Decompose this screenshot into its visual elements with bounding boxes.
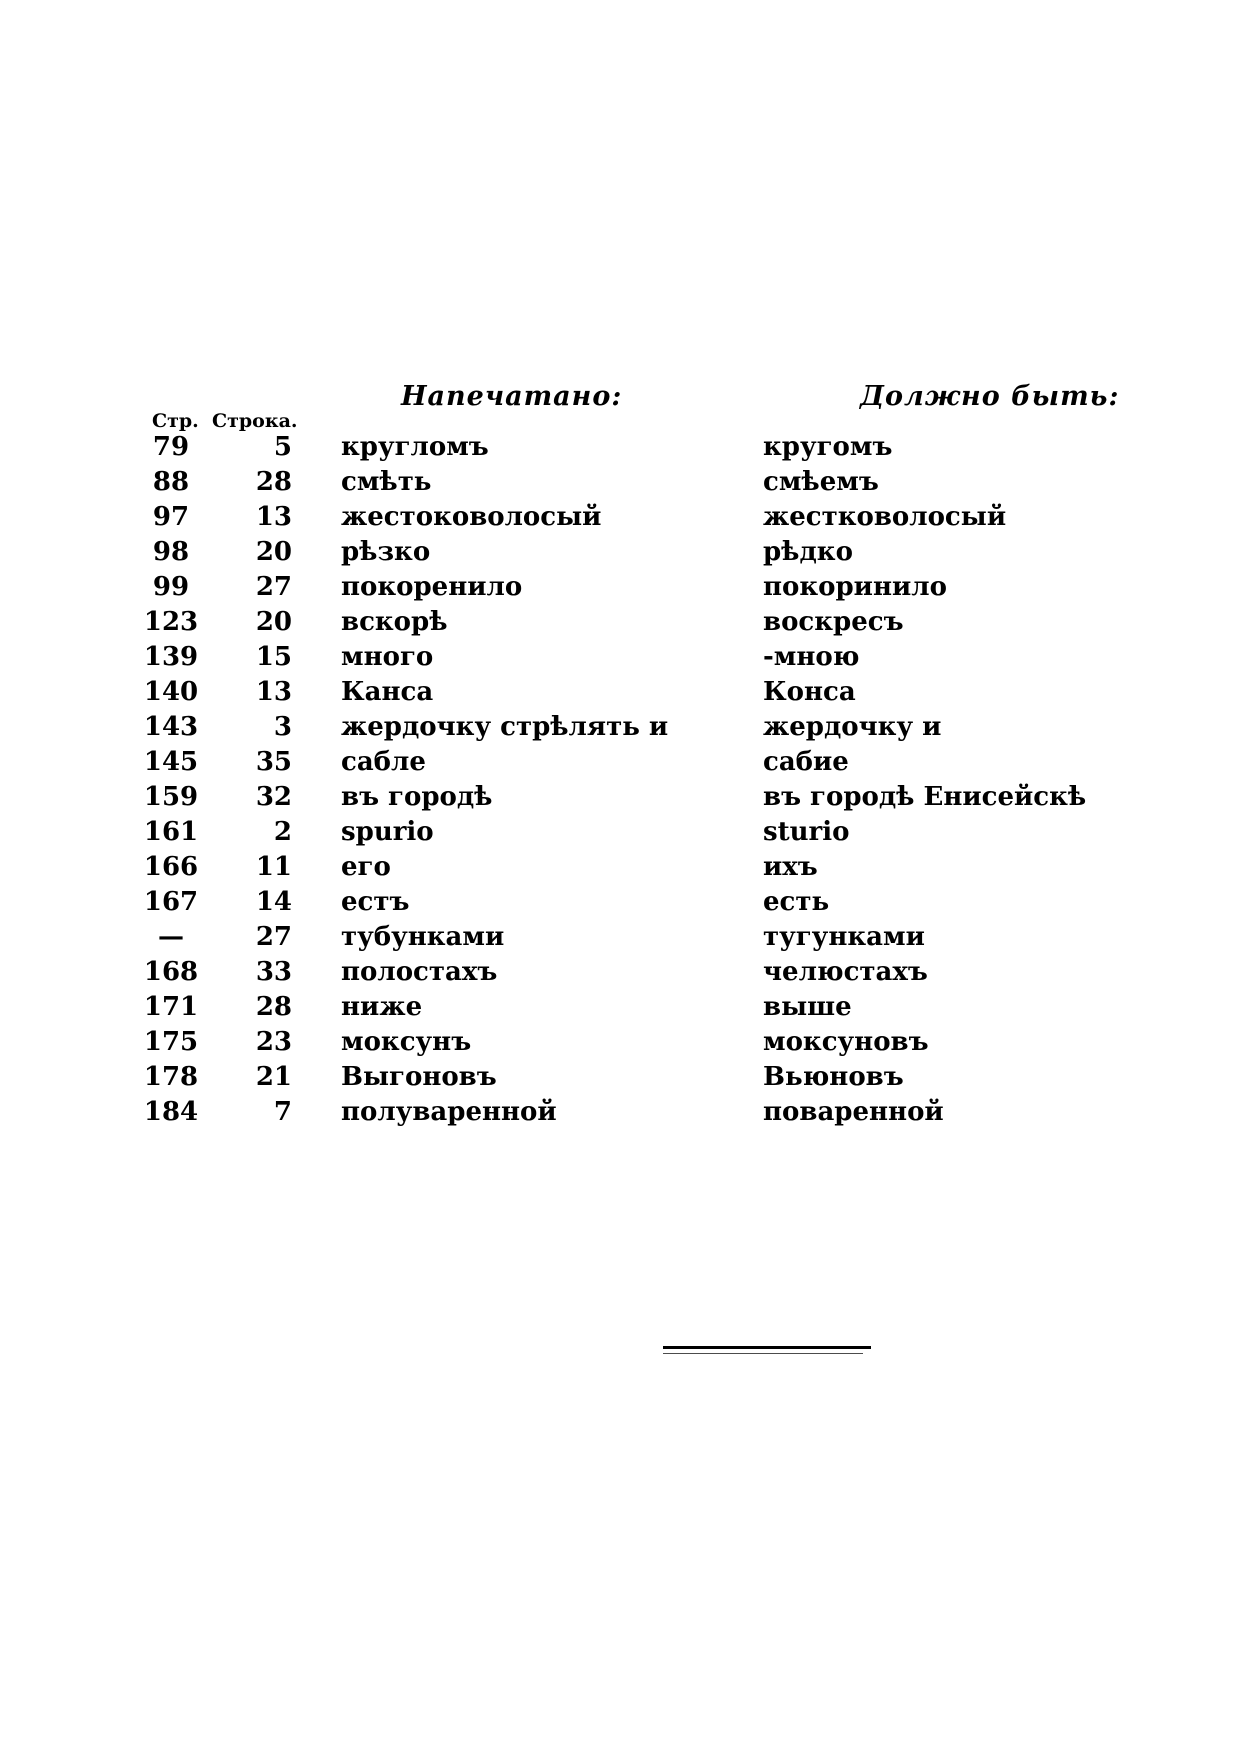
cell-should-be: смѣемъ <box>763 467 879 497</box>
cell-printed: естъ <box>341 887 410 917</box>
cell-should-be: тугунками <box>763 922 925 952</box>
cell-page: 171 <box>143 992 199 1022</box>
cell-should-be: кругомъ <box>763 432 893 462</box>
cell-should-be: sturio <box>763 817 850 847</box>
cell-line: 28 <box>255 467 292 497</box>
cell-page: 168 <box>143 957 199 987</box>
decorative-rule <box>663 1344 871 1358</box>
cell-should-be: покоринило <box>763 572 947 602</box>
cell-should-be: -мною <box>763 642 860 672</box>
table-row <box>0 920 1241 955</box>
cell-printed: тубунками <box>341 922 505 952</box>
cell-should-be: есть <box>763 887 830 917</box>
cell-line: 11 <box>255 852 292 882</box>
cell-printed: рѣзко <box>341 537 431 567</box>
cell-printed: жердочку стрѣлять и <box>341 712 669 742</box>
table-row <box>0 780 1241 815</box>
table-row <box>0 885 1241 920</box>
cell-printed: жестоковолосый <box>341 502 602 532</box>
cell-page: 143 <box>143 712 199 742</box>
table-row <box>0 500 1241 535</box>
cell-page: 145 <box>143 747 199 777</box>
cell-page: 159 <box>143 782 199 812</box>
cell-printed: Выгоновъ <box>341 1062 497 1092</box>
table-row <box>0 570 1241 605</box>
cell-line: 13 <box>255 502 292 532</box>
table-row <box>0 535 1241 570</box>
cell-should-be: Вьюновъ <box>763 1062 904 1092</box>
cell-should-be: жестковолосый <box>763 502 1007 532</box>
cell-line: 35 <box>255 747 292 777</box>
table-row <box>0 1060 1241 1095</box>
cell-should-be: въ городѣ Енисейскѣ <box>763 782 1087 812</box>
table-row <box>0 1025 1241 1060</box>
cell-line: 3 <box>273 712 292 742</box>
cell-printed: смѣть <box>341 467 432 497</box>
cell-page: 178 <box>143 1062 199 1092</box>
table-row <box>0 990 1241 1025</box>
cell-printed: его <box>341 852 391 882</box>
cell-line: 33 <box>255 957 292 987</box>
cell-page: 184 <box>143 1097 199 1127</box>
cell-page: 175 <box>143 1027 199 1057</box>
cell-page: 167 <box>143 887 199 917</box>
cell-page: 140 <box>143 677 199 707</box>
cell-line: 7 <box>273 1097 292 1127</box>
cell-page: 161 <box>143 817 199 847</box>
cell-printed: много <box>341 642 434 672</box>
cell-printed: покоренило <box>341 572 523 602</box>
cell-line: 23 <box>255 1027 292 1057</box>
cell-should-be: рѣдко <box>763 537 853 567</box>
table-row <box>0 850 1241 885</box>
cell-line: 5 <box>273 432 292 462</box>
cell-line: 32 <box>255 782 292 812</box>
cell-page: 98 <box>152 537 190 567</box>
cell-line: 27 <box>255 572 292 602</box>
cell-should-be: жердочку и <box>763 712 942 742</box>
cell-line: 20 <box>255 537 292 567</box>
cell-line: 21 <box>255 1062 292 1092</box>
cell-printed: spurio <box>341 817 434 847</box>
table-row <box>0 430 1241 465</box>
rule-line-thick <box>663 1346 871 1349</box>
cell-page: 79 <box>152 432 190 462</box>
cell-printed: вскорѣ <box>341 607 448 637</box>
cell-should-be: воскресъ <box>763 607 904 637</box>
cell-printed: полостахъ <box>341 957 498 987</box>
cell-should-be: поваренной <box>763 1097 944 1127</box>
cell-page: — <box>158 922 184 952</box>
table-row <box>0 605 1241 640</box>
errata-table <box>0 430 1241 1130</box>
cell-page: 166 <box>143 852 199 882</box>
cell-printed: въ городѣ <box>341 782 493 812</box>
cell-printed: сабле <box>341 747 426 777</box>
cell-page: 97 <box>152 502 190 532</box>
cell-should-be: ихъ <box>763 852 818 882</box>
table-row <box>0 815 1241 850</box>
column-header-line: Строка. <box>212 410 298 432</box>
cell-page: 99 <box>152 572 190 602</box>
table-row <box>0 1095 1241 1130</box>
cell-printed: Канса <box>341 677 434 707</box>
cell-should-be: челюстахъ <box>763 957 928 987</box>
cell-should-be: выше <box>763 992 852 1022</box>
cell-line: 14 <box>255 887 292 917</box>
table-row <box>0 955 1241 990</box>
cell-should-be: моксуновъ <box>763 1027 929 1057</box>
cell-should-be: сабие <box>763 747 849 777</box>
column-header-page: Стр. <box>152 410 199 432</box>
cell-page: 139 <box>143 642 199 672</box>
heading-printed: Напечатано: <box>401 381 623 412</box>
cell-printed: моксунъ <box>341 1027 472 1057</box>
cell-line: 2 <box>273 817 292 847</box>
cell-page: 123 <box>143 607 199 637</box>
table-row <box>0 675 1241 710</box>
cell-should-be: Конса <box>763 677 856 707</box>
cell-line: 28 <box>255 992 292 1022</box>
cell-page: 88 <box>152 467 190 497</box>
table-row <box>0 465 1241 500</box>
rule-line-thin <box>663 1353 863 1354</box>
table-row <box>0 640 1241 675</box>
table-row <box>0 745 1241 780</box>
cell-printed: ниже <box>341 992 423 1022</box>
cell-line: 20 <box>255 607 292 637</box>
table-row <box>0 710 1241 745</box>
cell-line: 13 <box>255 677 292 707</box>
heading-should-be: Должно быть: <box>860 381 1120 412</box>
cell-printed: полуваренной <box>341 1097 557 1127</box>
cell-line: 15 <box>255 642 292 672</box>
cell-line: 27 <box>255 922 292 952</box>
cell-printed: кругломъ <box>341 432 489 462</box>
